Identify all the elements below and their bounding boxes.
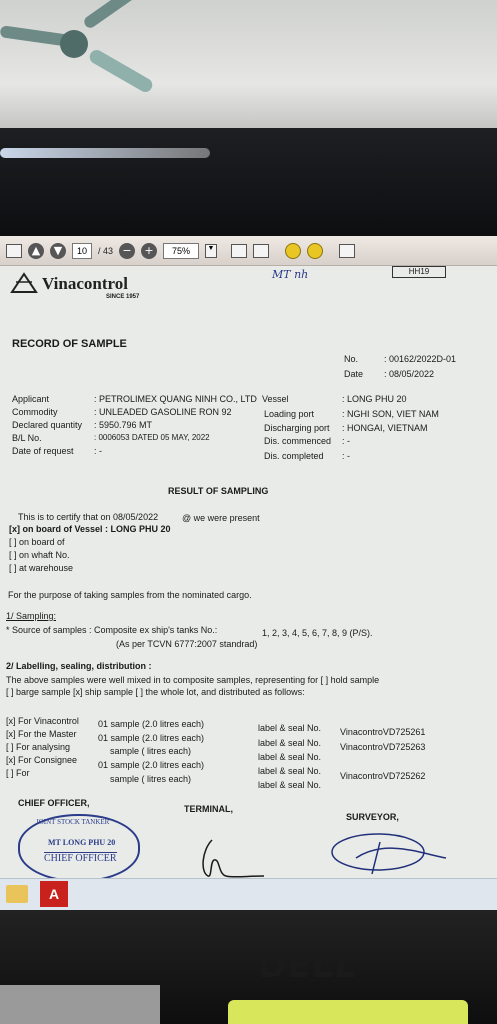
dis-completed-label: Dis. completed	[264, 451, 324, 461]
present-text: @ we were present	[182, 513, 260, 523]
page-title: RECORD OF SAMPLE	[12, 338, 127, 350]
dist-sample-2: 01 sample (2.0 litres each)	[98, 733, 205, 743]
dist-party-4: [x] For Consignee	[6, 755, 78, 765]
save-icon[interactable]	[231, 244, 247, 258]
vinacontrol-logo: Vinacontrol	[42, 274, 128, 293]
discharging-port-value: : HONGAI, VIETNAM	[342, 423, 428, 433]
labelling-text-1: The above samples were well mixed in to composite samples, representing for [ ] hold sample	[6, 675, 380, 685]
expand-icon[interactable]	[339, 244, 355, 258]
room-background	[0, 0, 497, 140]
quantity-value: : 5950.796 MT	[94, 420, 153, 430]
screen-glare	[0, 148, 210, 158]
request-date-value: : -	[94, 446, 102, 456]
dist-seal-2: label & seal No.	[258, 738, 322, 748]
dist-sample-3: sample ( litres each)	[110, 746, 192, 756]
dist-seal-no-1: VinacontroVD725261	[340, 727, 426, 737]
standard-text: (As per TCVN 6777:2007 standrad)	[116, 639, 258, 649]
dropdown-icon[interactable]: ▼	[205, 244, 217, 258]
up-arrow-icon[interactable]: ▲	[28, 243, 44, 259]
dist-sample-4: 01 sample (2.0 litres each)	[98, 760, 205, 770]
down-arrow-icon[interactable]: ▼	[50, 243, 66, 259]
no-value: : 00162/2022D-01	[384, 354, 457, 364]
sampling-heading: 1/ Sampling:	[6, 611, 57, 621]
dis-commenced-label: Dis. commenced	[264, 436, 332, 446]
commodity-value: : UNLEADED GASOLINE RON 92	[94, 407, 232, 417]
source-text: * Source of samples : Composite ex ship's tanks No.:	[6, 625, 218, 635]
bl-value: : 0006053 DATED 05 MAY, 2022	[94, 433, 210, 442]
labelling-text-2: [ ] barge sample [x] ship sample [ ] the whole lot, and distributed as follows:	[6, 687, 305, 697]
vessel-label: Vessel	[262, 394, 289, 404]
dist-party-1: [x] For Vinacontrol	[6, 716, 79, 726]
vessel-value: : LONG PHU 20	[342, 394, 407, 404]
check-board: [ ] on board of	[9, 537, 65, 547]
date-value: : 08/05/2022	[384, 369, 435, 379]
chief-officer-label: CHIEF OFFICER,	[18, 798, 90, 808]
date-label: Date	[344, 369, 364, 379]
request-date-label: Date of request	[12, 446, 74, 456]
pdf-reader-icon[interactable]: A	[40, 881, 68, 907]
dis-commenced-value: : -	[342, 436, 350, 446]
taskbar	[0, 878, 497, 911]
loading-port-label: Loading port	[264, 409, 315, 419]
bl-label: B/L No.	[12, 433, 42, 443]
applicant-label: Applicant	[12, 394, 50, 404]
folder-icon[interactable]	[6, 885, 28, 903]
surveyor-signature	[326, 828, 456, 878]
pdf-toolbar	[0, 236, 497, 266]
monitor-bezel-top	[0, 128, 497, 236]
discharging-port-label: Discharging port	[264, 423, 330, 433]
certify-text: This is to certify that on 08/05/2022	[18, 512, 159, 522]
dist-party-2: [x] For the Master	[6, 729, 77, 739]
handwritten-annotation: MT nh	[272, 268, 309, 281]
fit-icon[interactable]	[253, 244, 269, 258]
no-label: No.	[344, 354, 359, 364]
result-heading: RESULT OF SAMPLING	[168, 486, 269, 496]
pdf-page	[0, 266, 497, 878]
plus-icon[interactable]: +	[141, 243, 157, 259]
quantity-label: Declared quantity	[12, 420, 83, 430]
tanks-text: 1, 2, 3, 4, 5, 6, 7, 8, 9 (P/S).	[262, 628, 373, 638]
terminal-label: TERMINAL,	[184, 804, 233, 814]
surveyor-label: SURVEYOR,	[346, 812, 399, 822]
vinacontrol-logo-icon	[10, 272, 38, 294]
logo-since: SINCE 1957	[106, 294, 140, 300]
commodity-label: Commodity	[12, 407, 58, 417]
dist-seal-3: label & seal No.	[258, 752, 322, 762]
chief-officer-stamp: JOINT STOCK TANKER MT LONG PHU 20 CHIEF OFFICER	[18, 814, 140, 878]
dist-seal-5: label & seal No.	[258, 780, 322, 790]
dist-sample-1: 01 sample (2.0 litres each)	[98, 719, 205, 729]
zoom-input[interactable]: 75%	[163, 243, 199, 259]
edit-icon[interactable]	[307, 243, 323, 259]
applicant-value: : PETROLIMEX QUANG NINH CO., LTD	[94, 394, 257, 404]
dis-completed-value: : -	[342, 451, 350, 461]
page-total: / 43	[98, 245, 114, 256]
dist-seal-4: label & seal No.	[258, 766, 322, 776]
page-number-input[interactable]: 10	[72, 243, 92, 259]
desk-object-yellow	[228, 1000, 468, 1024]
purpose-text: For the purpose of taking samples from the nominated cargo.	[8, 590, 252, 600]
mail-icon[interactable]	[6, 244, 22, 258]
check-whaft: [ ] on whaft No.	[9, 550, 70, 560]
dist-seal-1: label & seal No.	[258, 723, 322, 733]
labelling-heading: 2/ Labelling, sealing, distribution :	[6, 661, 152, 671]
loading-port-value: : NGHI SON, VIET NAM	[342, 409, 439, 419]
dist-party-3: [ ] For analysing	[6, 742, 71, 752]
dell-logo: DELL	[258, 946, 357, 986]
minus-icon[interactable]: −	[119, 243, 135, 259]
document-code: HH19	[392, 266, 446, 278]
check-warehouse: [ ] at warehouse	[9, 563, 74, 573]
desk-object	[0, 985, 160, 1024]
dist-party-5: [ ] For	[6, 768, 30, 778]
dist-seal-no-5: VinacontroVD725262	[340, 771, 426, 781]
check-vessel: [x] on board of Vessel : LONG PHU 20	[9, 524, 171, 534]
dist-seal-no-2: VinacontroVD725263	[340, 742, 426, 752]
comment-icon[interactable]	[285, 243, 301, 259]
dist-sample-5: sample ( litres each)	[110, 774, 192, 784]
terminal-signature	[198, 836, 268, 878]
